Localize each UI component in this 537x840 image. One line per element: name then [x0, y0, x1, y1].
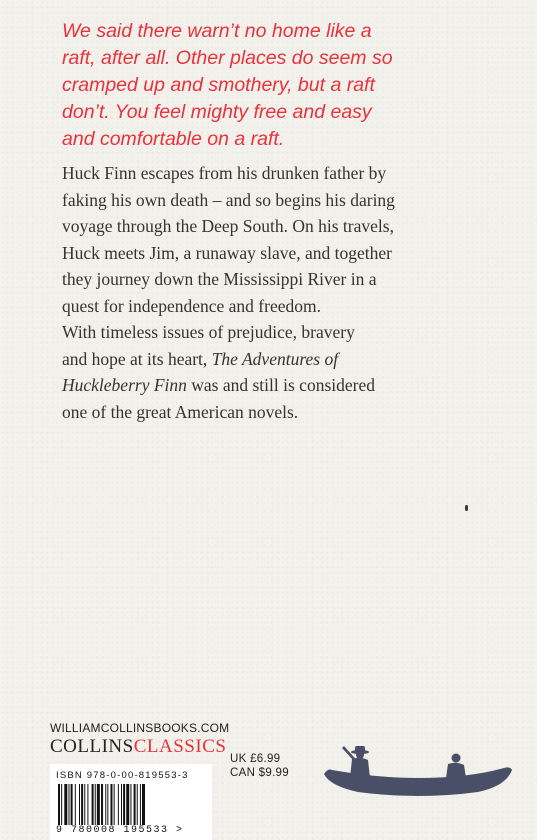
publisher-brand — [50, 736, 226, 758]
publisher-website: WILLIAMCOLLINSBOOKS.COM — [50, 721, 230, 735]
synopsis-line: voyage through the Deep South. On his travels, — [62, 216, 394, 236]
quote-line: cramped up and smothery, but a raft — [62, 74, 375, 96]
price-uk: UK £6.99 — [230, 753, 281, 765]
pull-quote — [62, 18, 492, 153]
description-paragraph — [62, 319, 502, 425]
barcode-box — [50, 764, 212, 840]
book-title-italic: Huckleberry Finn — [62, 375, 187, 395]
description-line: Huckleberry Finn was and still is considered — [62, 375, 375, 395]
price-can: CAN $9.99 — [230, 767, 289, 779]
synopsis-line: faking his own death – and so begins his daring — [62, 189, 395, 210]
description-line: and hope at its heart, The Adventures of — [62, 348, 339, 369]
quote-line: We said there warn’t no home like a — [62, 20, 372, 42]
brand-collins: COLLINS — [50, 736, 134, 757]
quote-line: and comfortable on a raft. — [62, 128, 285, 150]
synopsis-paragraph — [62, 160, 502, 319]
canoe-logo-icon — [318, 740, 518, 800]
barcode-icon — [56, 784, 206, 828]
synopsis-line: quest for independence and freedom. — [62, 295, 321, 316]
description-line: With timeless issues of prejudice, bravery — [62, 322, 355, 342]
isbn-number: ISBN 978-0-00-819553-3 — [56, 770, 189, 781]
barcode-digits: 9 780008 195533 > — [56, 825, 184, 836]
book-title-italic: The Adventures of — [211, 348, 339, 369]
description-line: one of the great American novels. — [62, 401, 299, 422]
quote-line: raft, after all. Other places do seem so — [62, 47, 393, 69]
brand-classics: CLASSICS — [133, 736, 227, 757]
synopsis-line: Huck meets Jim, a runaway slave, and together — [62, 242, 392, 263]
synopsis-line: Huck Finn escapes from his drunken father by — [62, 163, 387, 183]
quote-line: don’t. You feel mighty free and easy — [62, 101, 372, 123]
synopsis-line: they journey down the Mississippi River in a — [62, 269, 377, 289]
paper-speck — [465, 505, 468, 511]
